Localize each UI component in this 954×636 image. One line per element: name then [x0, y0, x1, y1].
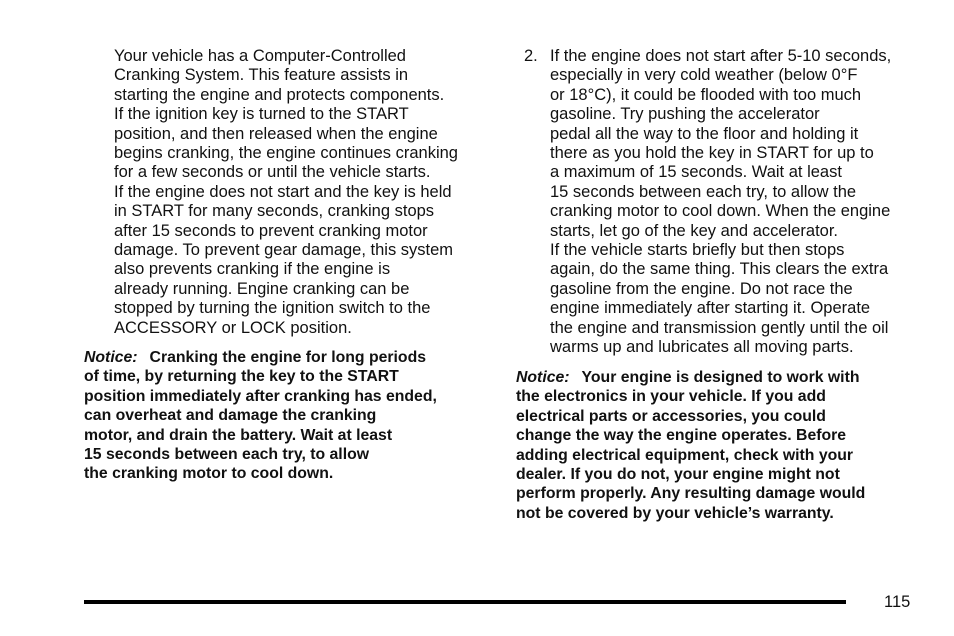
- list-item-text-line: there as you hold the key in START for up to: [550, 144, 874, 162]
- notice-first-line: [516, 368, 859, 387]
- notice-text-line: perform properly. Any resulting damage would: [516, 485, 866, 503]
- body-text-line: damage. To prevent gear damage, this system: [114, 241, 454, 259]
- notice-text-line: the electronics in your vehicle. If you add: [516, 388, 826, 406]
- list-item-text-line: engine immediately after starting it. Operate: [550, 299, 871, 318]
- page-number: 115: [884, 593, 911, 611]
- list-item-text-line: or 18°C), it could be flooded with too much: [550, 85, 862, 104]
- body-text-line: ACCESSORY or LOCK position.: [114, 318, 352, 337]
- list-item-text-line: If the vehicle starts briefly but then stops: [550, 241, 845, 259]
- notice-text-line: 15 seconds between each try, to allow: [84, 446, 370, 463]
- list-item-text-line: gasoline from the engine. Do not race the: [550, 279, 853, 298]
- body-text-line: If the engine does not start and the key is held: [114, 182, 452, 201]
- notice-text: Cranking the engine for long periods: [149, 349, 427, 366]
- list-item-text-line: especially in very cold weather (below 0°F: [550, 66, 858, 85]
- list-item-text-line: If the engine does not start after 5-10 seconds,: [550, 47, 892, 65]
- body-text-line: also prevents cranking if the engine is: [114, 260, 391, 279]
- list-item-text-line: a maximum of 15 seconds. Wait at least: [550, 163, 842, 182]
- body-text-line: Cranking System. This feature assists in: [114, 66, 409, 85]
- body-text-line: If the ignition key is turned to the START: [114, 105, 409, 124]
- notice-first-line: [84, 348, 426, 367]
- body-text-line: already running. Engine cranking can be: [114, 279, 410, 298]
- footer-rule: [84, 600, 846, 604]
- list-item-text-line: gasoline. Try pushing the accelerator: [550, 105, 820, 124]
- notice-text: Your engine is designed to work with: [581, 369, 860, 386]
- list-item-text-line: cranking motor to cool down. When the engine: [550, 202, 891, 221]
- notice-text-line: dealer. If you do not, your engine might not: [516, 466, 840, 483]
- body-text-line: position, and then released when the engine: [114, 124, 438, 143]
- body-text-line: starting the engine and protects components.: [114, 85, 445, 104]
- notice-text-line: the cranking motor to cool down.: [84, 465, 334, 483]
- list-item-text-line: starts, let go of the key and accelerator.: [550, 221, 838, 240]
- notice-text-line: change the way the engine operates. Before: [516, 427, 847, 445]
- list-item-text-line: the engine and transmission gently until the oil: [550, 318, 889, 337]
- list-item-text-line: 15 seconds between each try, to allow the: [550, 182, 857, 201]
- list-item-text-line: again, do the same thing. This clears the extra: [550, 260, 889, 279]
- notice-label: Notice:: [84, 349, 138, 366]
- list-item-number: 2.: [524, 47, 538, 65]
- notice-text-line: not be covered by your vehicle’s warranty.: [516, 504, 834, 522]
- notice-text-line: electrical parts or accessories, you could: [516, 407, 826, 425]
- notice-label: Notice:: [516, 369, 570, 386]
- body-text-line: stopped by turning the ignition switch to the: [114, 299, 431, 318]
- body-text-line: Your vehicle has a Computer-Controlled: [114, 47, 406, 65]
- notice-text-line: of time, by returning the key to the START: [84, 368, 399, 386]
- list-item-text-line: pedal all the way to the floor and holding it: [550, 124, 859, 143]
- body-text-line: begins cranking, the engine continues cranking: [114, 144, 458, 162]
- body-text-line: for a few seconds or until the vehicle starts.: [114, 163, 431, 182]
- notice-text-line: motor, and drain the battery. Wait at least: [84, 426, 393, 444]
- notice-text-line: can overheat and damage the cranking: [84, 407, 377, 425]
- body-text-line: after 15 seconds to prevent cranking motor: [114, 221, 428, 240]
- notice-text-line: adding electrical equipment, check with your: [516, 446, 854, 464]
- notice-text-line: position immediately after cranking has ended,: [84, 387, 437, 405]
- list-item-text-line: warms up and lubricates all moving parts.: [550, 338, 854, 356]
- body-text-line: in START for many seconds, cranking stops: [114, 202, 435, 221]
